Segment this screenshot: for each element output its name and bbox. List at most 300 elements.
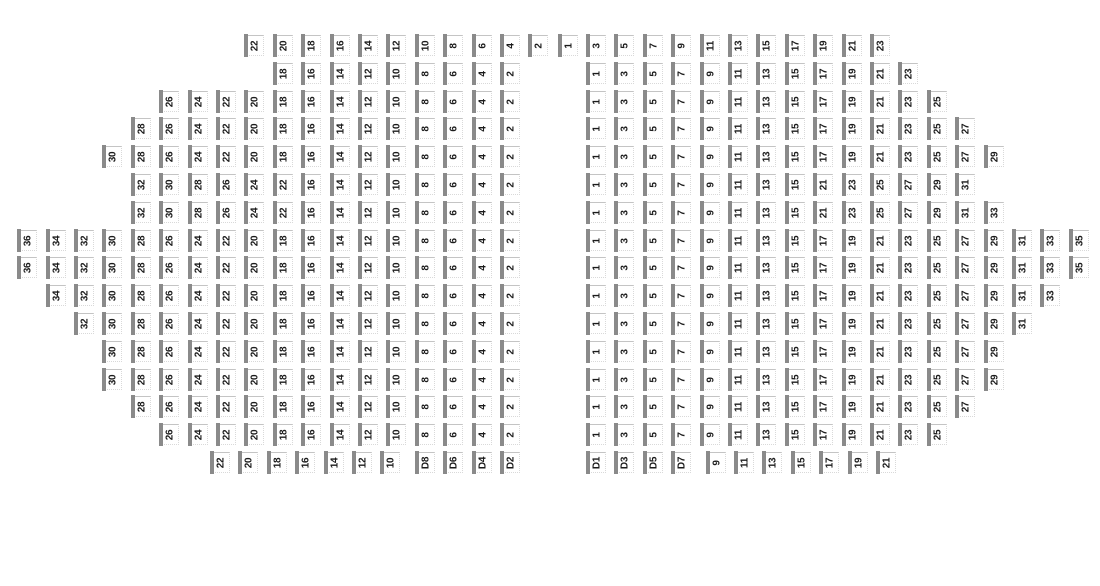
seat-row4-3[interactable]: [614, 118, 634, 139]
seat-row13-4[interactable]: [472, 369, 492, 390]
seat-row9-12[interactable]: [358, 257, 378, 278]
seat-row16-15[interactable]: [791, 452, 811, 473]
seat-row3-19[interactable]: [842, 91, 862, 112]
seat-row14-13[interactable]: [756, 396, 776, 417]
seat-row13-11[interactable]: [728, 369, 748, 390]
seat-row5-30[interactable]: [102, 146, 122, 167]
seat-row3-2[interactable]: [500, 91, 520, 112]
seat-row10-11[interactable]: [728, 285, 748, 306]
seat-row4-13[interactable]: [756, 118, 776, 139]
seat-row5-8[interactable]: [415, 146, 435, 167]
seat-row12-4[interactable]: [472, 341, 492, 362]
seat-row14-16[interactable]: [301, 396, 321, 417]
seat-row4-19[interactable]: [842, 118, 862, 139]
seat-row6-11[interactable]: [728, 174, 748, 195]
seat-row6-25[interactable]: [870, 174, 890, 195]
seat-row15-6[interactable]: [443, 424, 463, 445]
seat-row9-28[interactable]: [131, 257, 151, 278]
seat-row6-3[interactable]: [614, 174, 634, 195]
seat-row11-12[interactable]: [358, 313, 378, 334]
seat-row7-24[interactable]: [244, 202, 264, 223]
seat-row9-2[interactable]: [500, 257, 520, 278]
seat-row12-9[interactable]: [700, 341, 720, 362]
seat-row16-D7[interactable]: [671, 452, 691, 473]
seat-row11-24[interactable]: [188, 313, 208, 334]
seat-row11-18[interactable]: [273, 313, 293, 334]
seat-row6-30[interactable]: [159, 174, 179, 195]
seat-row7-7[interactable]: [671, 202, 691, 223]
seat-row16-17[interactable]: [819, 452, 839, 473]
seat-row7-11[interactable]: [728, 202, 748, 223]
seat-row11-29[interactable]: [984, 313, 1004, 334]
seat-row11-13[interactable]: [756, 313, 776, 334]
seat-row14-5[interactable]: [643, 396, 663, 417]
seat-row1-21[interactable]: [842, 35, 862, 56]
seat-row11-23[interactable]: [898, 313, 918, 334]
seat-row10-14[interactable]: [330, 285, 350, 306]
seat-row16-10[interactable]: [380, 452, 400, 473]
seat-row15-10[interactable]: [386, 424, 406, 445]
seat-row4-5[interactable]: [643, 118, 663, 139]
seat-row14-27[interactable]: [955, 396, 975, 417]
seat-row9-26[interactable]: [159, 257, 179, 278]
seat-row6-14[interactable]: [330, 174, 350, 195]
seat-row12-18[interactable]: [273, 341, 293, 362]
seat-row1-16[interactable]: [330, 35, 350, 56]
seat-row6-26[interactable]: [216, 174, 236, 195]
seat-row8-24[interactable]: [188, 230, 208, 251]
seat-row8-12[interactable]: [358, 230, 378, 251]
seat-row8-34[interactable]: [46, 230, 66, 251]
seat-row15-5[interactable]: [643, 424, 663, 445]
seat-row3-10[interactable]: [386, 91, 406, 112]
seat-row1-10[interactable]: [415, 35, 435, 56]
seat-row7-31[interactable]: [955, 202, 975, 223]
seat-row2-13[interactable]: [756, 63, 776, 84]
seat-row13-14[interactable]: [330, 369, 350, 390]
seat-row9-6[interactable]: [443, 257, 463, 278]
seat-row14-24[interactable]: [188, 396, 208, 417]
seat-row14-21[interactable]: [870, 396, 890, 417]
seat-row3-18[interactable]: [273, 91, 293, 112]
seat-row7-27[interactable]: [898, 202, 918, 223]
seat-row5-13[interactable]: [756, 146, 776, 167]
seat-row15-11[interactable]: [728, 424, 748, 445]
seat-row13-18[interactable]: [273, 369, 293, 390]
seat-row11-4[interactable]: [472, 313, 492, 334]
seat-row11-17[interactable]: [813, 313, 833, 334]
seat-row15-12[interactable]: [358, 424, 378, 445]
seat-row10-29[interactable]: [984, 285, 1004, 306]
seat-row2-18[interactable]: [273, 63, 293, 84]
seat-row9-31[interactable]: [1012, 257, 1032, 278]
seat-row10-2[interactable]: [500, 285, 520, 306]
seat-row15-3[interactable]: [614, 424, 634, 445]
seat-row1-4[interactable]: [500, 35, 520, 56]
seat-row9-19[interactable]: [842, 257, 862, 278]
seat-row14-28[interactable]: [131, 396, 151, 417]
seat-row5-6[interactable]: [443, 146, 463, 167]
seat-row11-1[interactable]: [586, 313, 606, 334]
seat-row5-1[interactable]: [586, 146, 606, 167]
seat-row6-1[interactable]: [586, 174, 606, 195]
seat-row15-17[interactable]: [813, 424, 833, 445]
seat-row4-7[interactable]: [671, 118, 691, 139]
seat-row15-16[interactable]: [301, 424, 321, 445]
seat-row7-12[interactable]: [358, 202, 378, 223]
seat-row12-7[interactable]: [671, 341, 691, 362]
seat-row11-14[interactable]: [330, 313, 350, 334]
seat-row16-D8[interactable]: [415, 452, 435, 473]
seat-row15-8[interactable]: [415, 424, 435, 445]
seat-row5-14[interactable]: [330, 146, 350, 167]
seat-row14-17[interactable]: [813, 396, 833, 417]
seat-row11-21[interactable]: [870, 313, 890, 334]
seat-row11-9[interactable]: [700, 313, 720, 334]
seat-row2-8[interactable]: [415, 63, 435, 84]
seat-row12-21[interactable]: [870, 341, 890, 362]
seat-row11-22[interactable]: [216, 313, 236, 334]
seat-row4-27[interactable]: [955, 118, 975, 139]
seat-row12-26[interactable]: [159, 341, 179, 362]
seat-row12-6[interactable]: [443, 341, 463, 362]
seat-row7-16[interactable]: [301, 202, 321, 223]
seat-row1-15[interactable]: [756, 35, 776, 56]
seat-row12-30[interactable]: [102, 341, 122, 362]
seat-row6-9[interactable]: [700, 174, 720, 195]
seat-row13-8[interactable]: [415, 369, 435, 390]
seat-row13-24[interactable]: [188, 369, 208, 390]
seat-row5-21[interactable]: [870, 146, 890, 167]
seat-row2-12[interactable]: [358, 63, 378, 84]
seat-row5-5[interactable]: [643, 146, 663, 167]
seat-row6-7[interactable]: [671, 174, 691, 195]
seat-row10-13[interactable]: [756, 285, 776, 306]
seat-row10-31[interactable]: [1012, 285, 1032, 306]
seat-row12-15[interactable]: [785, 341, 805, 362]
seat-row13-15[interactable]: [785, 369, 805, 390]
seat-row14-9[interactable]: [700, 396, 720, 417]
seat-row16-13[interactable]: [762, 452, 782, 473]
seat-row11-30[interactable]: [102, 313, 122, 334]
seat-row9-16[interactable]: [301, 257, 321, 278]
seat-row7-21[interactable]: [813, 202, 833, 223]
seat-row7-13[interactable]: [756, 202, 776, 223]
seat-row8-26[interactable]: [159, 230, 179, 251]
seat-row6-6[interactable]: [443, 174, 463, 195]
seat-row3-7[interactable]: [671, 91, 691, 112]
seat-row4-11[interactable]: [728, 118, 748, 139]
seat-row8-23[interactable]: [898, 230, 918, 251]
seat-row7-10[interactable]: [386, 202, 406, 223]
seat-row1-19[interactable]: [813, 35, 833, 56]
seat-row13-17[interactable]: [813, 369, 833, 390]
seat-row8-9[interactable]: [700, 230, 720, 251]
seat-row6-15[interactable]: [785, 174, 805, 195]
seat-row3-17[interactable]: [813, 91, 833, 112]
seat-row3-8[interactable]: [415, 91, 435, 112]
seat-row14-25[interactable]: [927, 396, 947, 417]
seat-row4-26[interactable]: [159, 118, 179, 139]
seat-row4-24[interactable]: [188, 118, 208, 139]
seat-row11-19[interactable]: [842, 313, 862, 334]
seat-row12-11[interactable]: [728, 341, 748, 362]
seat-row3-26[interactable]: [159, 91, 179, 112]
seat-row16-19[interactable]: [848, 452, 868, 473]
seat-row16-D3[interactable]: [614, 452, 634, 473]
seat-row12-19[interactable]: [842, 341, 862, 362]
seat-row13-12[interactable]: [358, 369, 378, 390]
seat-row9-5[interactable]: [643, 257, 663, 278]
seat-row3-15[interactable]: [785, 91, 805, 112]
seat-row1-17[interactable]: [785, 35, 805, 56]
seat-row13-29[interactable]: [984, 369, 1004, 390]
seat-row10-26[interactable]: [159, 285, 179, 306]
seat-row13-23[interactable]: [898, 369, 918, 390]
seat-row15-7[interactable]: [671, 424, 691, 445]
seat-row9-22[interactable]: [216, 257, 236, 278]
seat-row8-18[interactable]: [273, 230, 293, 251]
seat-row8-16[interactable]: [301, 230, 321, 251]
seat-row8-20[interactable]: [244, 230, 264, 251]
seat-row14-19[interactable]: [842, 396, 862, 417]
seat-row9-7[interactable]: [671, 257, 691, 278]
seat-row12-12[interactable]: [358, 341, 378, 362]
seat-row4-8[interactable]: [415, 118, 435, 139]
seat-row5-10[interactable]: [386, 146, 406, 167]
seat-row11-15[interactable]: [785, 313, 805, 334]
seat-row16-D2[interactable]: [500, 452, 520, 473]
seat-row8-8[interactable]: [415, 230, 435, 251]
seat-row1-2[interactable]: [528, 35, 548, 56]
seat-row2-16[interactable]: [301, 63, 321, 84]
seat-row15-24[interactable]: [188, 424, 208, 445]
seat-row7-5[interactable]: [643, 202, 663, 223]
seat-row7-6[interactable]: [443, 202, 463, 223]
seat-row4-25[interactable]: [927, 118, 947, 139]
seat-row3-25[interactable]: [927, 91, 947, 112]
seat-row1-7[interactable]: [643, 35, 663, 56]
seat-row1-22[interactable]: [244, 35, 264, 56]
seat-row11-6[interactable]: [443, 313, 463, 334]
seat-row8-3[interactable]: [614, 230, 634, 251]
seat-row2-7[interactable]: [671, 63, 691, 84]
seat-row6-10[interactable]: [386, 174, 406, 195]
seat-row9-1[interactable]: [586, 257, 606, 278]
seat-row4-4[interactable]: [472, 118, 492, 139]
seat-row6-2[interactable]: [500, 174, 520, 195]
seat-row16-9[interactable]: [706, 452, 726, 473]
seat-row2-10[interactable]: [386, 63, 406, 84]
seat-row5-29[interactable]: [984, 146, 1004, 167]
seat-row15-22[interactable]: [216, 424, 236, 445]
seat-row9-9[interactable]: [700, 257, 720, 278]
seat-row14-10[interactable]: [386, 396, 406, 417]
seat-row2-21[interactable]: [870, 63, 890, 84]
seat-row13-10[interactable]: [386, 369, 406, 390]
seat-row5-15[interactable]: [785, 146, 805, 167]
seat-row3-21[interactable]: [870, 91, 890, 112]
seat-row9-25[interactable]: [927, 257, 947, 278]
seat-row13-16[interactable]: [301, 369, 321, 390]
seat-row10-25[interactable]: [927, 285, 947, 306]
seat-row5-28[interactable]: [131, 146, 151, 167]
seat-row16-D5[interactable]: [643, 452, 663, 473]
seat-row8-13[interactable]: [756, 230, 776, 251]
seat-row4-22[interactable]: [216, 118, 236, 139]
seat-row9-32[interactable]: [74, 257, 94, 278]
seat-row14-15[interactable]: [785, 396, 805, 417]
seat-row13-21[interactable]: [870, 369, 890, 390]
seat-row8-1[interactable]: [586, 230, 606, 251]
seat-row3-22[interactable]: [216, 91, 236, 112]
seat-row4-2[interactable]: [500, 118, 520, 139]
seat-row9-13[interactable]: [756, 257, 776, 278]
seat-row8-19[interactable]: [842, 230, 862, 251]
seat-row10-20[interactable]: [244, 285, 264, 306]
seat-row12-27[interactable]: [955, 341, 975, 362]
seat-row10-12[interactable]: [358, 285, 378, 306]
seat-row12-24[interactable]: [188, 341, 208, 362]
seat-row5-18[interactable]: [273, 146, 293, 167]
seat-row7-1[interactable]: [586, 202, 606, 223]
seat-row7-9[interactable]: [700, 202, 720, 223]
seat-row15-26[interactable]: [159, 424, 179, 445]
seat-row12-25[interactable]: [927, 341, 947, 362]
seat-row10-18[interactable]: [273, 285, 293, 306]
seat-row10-9[interactable]: [700, 285, 720, 306]
seat-row8-33[interactable]: [1040, 230, 1060, 251]
seat-row8-22[interactable]: [216, 230, 236, 251]
seat-row16-22[interactable]: [210, 452, 230, 473]
seat-row3-1[interactable]: [586, 91, 606, 112]
seat-row10-16[interactable]: [301, 285, 321, 306]
seat-row11-7[interactable]: [671, 313, 691, 334]
seat-row2-3[interactable]: [614, 63, 634, 84]
seat-row7-25[interactable]: [870, 202, 890, 223]
seat-row16-18[interactable]: [267, 452, 287, 473]
seat-row5-4[interactable]: [472, 146, 492, 167]
seat-row3-20[interactable]: [244, 91, 264, 112]
seat-row8-36[interactable]: [17, 230, 37, 251]
seat-row1-9[interactable]: [671, 35, 691, 56]
seat-row15-25[interactable]: [927, 424, 947, 445]
seat-row2-23[interactable]: [898, 63, 918, 84]
seat-row2-14[interactable]: [330, 63, 350, 84]
seat-row5-24[interactable]: [188, 146, 208, 167]
seat-row15-9[interactable]: [700, 424, 720, 445]
seat-row6-5[interactable]: [643, 174, 663, 195]
seat-row14-12[interactable]: [358, 396, 378, 417]
seat-row1-3[interactable]: [586, 35, 606, 56]
seat-row10-24[interactable]: [188, 285, 208, 306]
seat-row8-27[interactable]: [955, 230, 975, 251]
seat-row13-19[interactable]: [842, 369, 862, 390]
seat-row11-8[interactable]: [415, 313, 435, 334]
seat-row9-3[interactable]: [614, 257, 634, 278]
seat-row11-16[interactable]: [301, 313, 321, 334]
seat-row15-4[interactable]: [472, 424, 492, 445]
seat-row10-33[interactable]: [1040, 285, 1060, 306]
seat-row10-22[interactable]: [216, 285, 236, 306]
seat-row11-26[interactable]: [159, 313, 179, 334]
seat-row5-3[interactable]: [614, 146, 634, 167]
seat-row5-22[interactable]: [216, 146, 236, 167]
seat-row9-27[interactable]: [955, 257, 975, 278]
seat-row11-10[interactable]: [386, 313, 406, 334]
seat-row1-12[interactable]: [386, 35, 406, 56]
seat-row10-21[interactable]: [870, 285, 890, 306]
seat-row13-13[interactable]: [756, 369, 776, 390]
seat-row4-12[interactable]: [358, 118, 378, 139]
seat-row11-11[interactable]: [728, 313, 748, 334]
seat-row10-23[interactable]: [898, 285, 918, 306]
seat-row6-8[interactable]: [415, 174, 435, 195]
seat-row16-16[interactable]: [295, 452, 315, 473]
seat-row6-12[interactable]: [358, 174, 378, 195]
seat-row10-4[interactable]: [472, 285, 492, 306]
seat-row4-21[interactable]: [870, 118, 890, 139]
seat-row2-17[interactable]: [813, 63, 833, 84]
seat-row12-5[interactable]: [643, 341, 663, 362]
seat-row2-2[interactable]: [500, 63, 520, 84]
seat-row10-8[interactable]: [415, 285, 435, 306]
seat-row7-15[interactable]: [785, 202, 805, 223]
seat-row4-10[interactable]: [386, 118, 406, 139]
seat-row16-D4[interactable]: [472, 452, 492, 473]
seat-row9-29[interactable]: [984, 257, 1004, 278]
seat-row8-15[interactable]: [785, 230, 805, 251]
seat-row12-1[interactable]: [586, 341, 606, 362]
seat-row11-5[interactable]: [643, 313, 663, 334]
seat-row10-19[interactable]: [842, 285, 862, 306]
seat-row3-6[interactable]: [443, 91, 463, 112]
seat-row2-6[interactable]: [443, 63, 463, 84]
seat-row13-1[interactable]: [586, 369, 606, 390]
seat-row1-1[interactable]: [558, 35, 578, 56]
seat-row1-13[interactable]: [728, 35, 748, 56]
seat-row6-31[interactable]: [955, 174, 975, 195]
seat-row8-17[interactable]: [813, 230, 833, 251]
seat-row1-11[interactable]: [700, 35, 720, 56]
seat-row3-5[interactable]: [643, 91, 663, 112]
seat-row11-3[interactable]: [614, 313, 634, 334]
seat-row6-13[interactable]: [756, 174, 776, 195]
seat-row9-17[interactable]: [813, 257, 833, 278]
seat-row11-20[interactable]: [244, 313, 264, 334]
seat-row14-20[interactable]: [244, 396, 264, 417]
seat-row14-8[interactable]: [415, 396, 435, 417]
seat-row7-14[interactable]: [330, 202, 350, 223]
seat-row3-11[interactable]: [728, 91, 748, 112]
seat-row13-2[interactable]: [500, 369, 520, 390]
seat-row9-8[interactable]: [415, 257, 435, 278]
seat-row12-10[interactable]: [386, 341, 406, 362]
seat-row6-27[interactable]: [898, 174, 918, 195]
seat-row5-23[interactable]: [898, 146, 918, 167]
seat-row4-1[interactable]: [586, 118, 606, 139]
seat-row16-D6[interactable]: [443, 452, 463, 473]
seat-row14-4[interactable]: [472, 396, 492, 417]
seat-row4-20[interactable]: [244, 118, 264, 139]
seat-row3-24[interactable]: [188, 91, 208, 112]
seat-row12-16[interactable]: [301, 341, 321, 362]
seat-row8-32[interactable]: [74, 230, 94, 251]
seat-row5-20[interactable]: [244, 146, 264, 167]
seat-row15-19[interactable]: [842, 424, 862, 445]
seat-row8-30[interactable]: [102, 230, 122, 251]
seat-row14-3[interactable]: [614, 396, 634, 417]
